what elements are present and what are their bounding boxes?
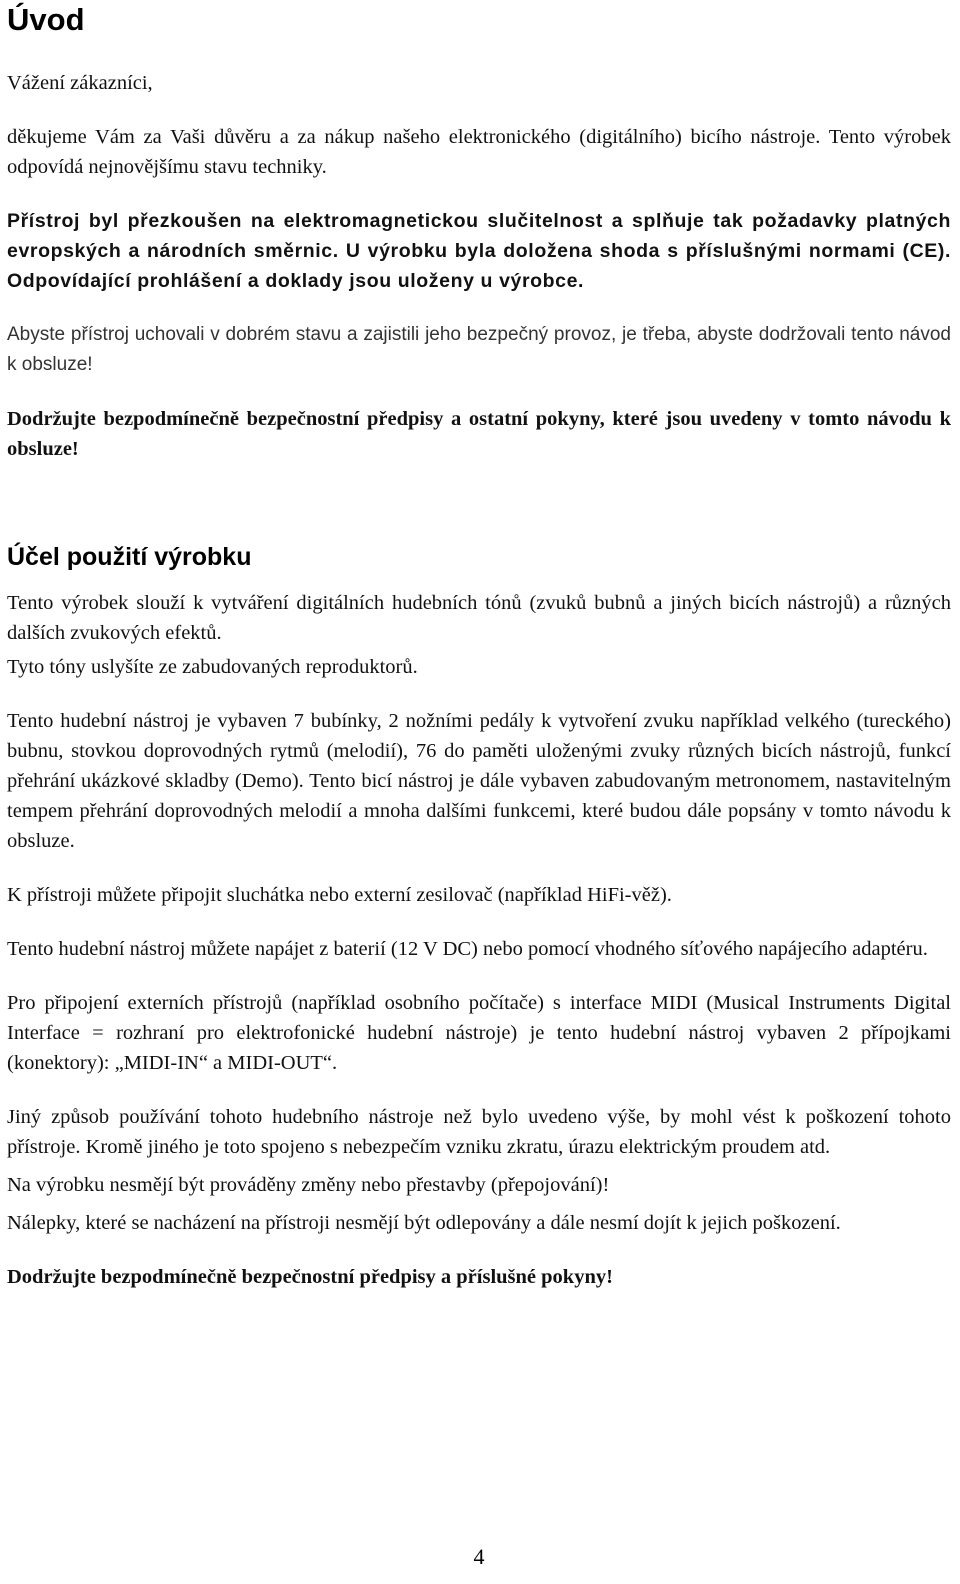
final-safety-notice: Dodržujte bezpodmínečně bezpečnostní předpisy a příslušné pokyny! <box>7 1266 613 1288</box>
section-heading-uvod: Úvod <box>7 2 85 37</box>
compliance-paragraph <box>7 206 951 296</box>
misuse-paragraph: Jiný způsob používání tohoto hudebního nástroje než bylo uvedeno výše, by mohl vést k poškození tohoto přístroje. Kromě jiného je toto spojeno s nebezpečím vzniku zkratu, úrazu elektrickým proudem atd. <box>7 1106 951 1158</box>
page-number: 4 <box>473 1544 485 1569</box>
labels-paragraph: Nálepky, které se nacházení na přístroji nesmějí být odlepovány a dále nesmí dojít k jejich poškození. <box>7 1212 841 1234</box>
headphones-paragraph: K přístroji můžete připojit sluchátka nebo externí zesilovač (například HiFi-věž). <box>7 884 672 906</box>
document-page <box>7 0 951 1584</box>
care-paragraph: Abyste přístroj uchovali v dobrém stavu a zajistili jeho bezpečný provoz, je třeba, abyste dodržovali tento návod k obsluze! <box>7 324 951 375</box>
section-heading-ucel: Účel použití výrobku <box>7 543 252 571</box>
midi-paragraph: Pro připojení externích přístrojů (například osobního počítače) s interface MIDI (Musical Instruments Digital Interface = rozhraní pro elektrofonické hudební nástroje) je tento hudební nástroj vybaven 2 přípojkami (konektory): „MIDI-IN“ a MIDI-OUT“. <box>7 992 951 1074</box>
compliance-text: Přístroj byl přezkoušen na elektromagnetickou slučitelnost a splňuje tak požadavky platných evropských a národních směrnic. U výrobku byla doložena shoda s příslušnými normami (CE). <box>7 210 951 262</box>
modification-paragraph: Na výrobku nesmějí být prováděny změny nebo přestavby (přepojování)! <box>7 1174 610 1196</box>
speakers-paragraph: Tyto tóny uslyšíte ze zabudovaných reproduktorů. <box>7 656 418 678</box>
safety-notice: Dodržujte bezpodmínečně bezpečnostní předpisy a ostatní pokyny, které jsou uvedeny v tomto návodu k obsluze! <box>7 408 951 460</box>
intro-paragraph: děkujeme Vám za Vaši důvěru a za nákup našeho elektronického (digitálního) bicího nástroje. Tento výrobek odpovídá nejnovějšímu stavu techniky. <box>7 126 951 178</box>
compliance-declaration: Odpovídající prohlášení a doklady jsou uloženy u výrobce. <box>7 270 585 292</box>
power-paragraph: Tento hudební nástroj můžete napájet z baterií (12 V DC) nebo pomocí vhodného síťového napájecího adaptéru. <box>7 938 928 960</box>
greeting: Vážení zákazníci, <box>7 72 153 94</box>
features-paragraph: Tento hudební nástroj je vybaven 7 bubínky, 2 nožními pedály k vytvoření zvuku například velkého (tureckého) bubnu, stovkou doprovodných rytmů (melodií), 76 do paměti uloženými zvuky různých bicích nástrojů, funkcí přehrání ukázkové skladby (Demo). Tento bicí nástroj je dále vybaven zabudovaným metronomem, nastavitelným tempem přehrání doprovodných melodií a mnoha dalšími funkcemi, které budou dále popsány v tomto návodu k obsluze. <box>7 710 951 852</box>
purpose-paragraph: Tento výrobek slouží k vytváření digitálních hudebních tónů (zvuků bubnů a jiných bicích nástrojů) a různých dalších zvukových efektů. <box>7 592 951 644</box>
